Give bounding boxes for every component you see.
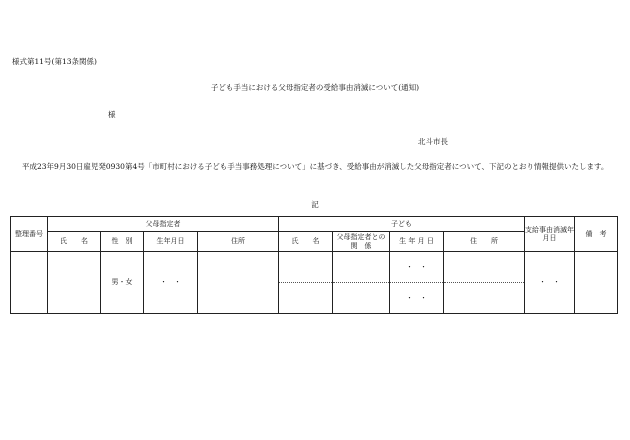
cell-child-name-1 — [279, 252, 333, 283]
cell-parent-name — [48, 252, 101, 314]
cell-child-address-1 — [444, 252, 525, 283]
cell-management-number — [11, 252, 48, 314]
header-child-name: 氏 名 — [279, 232, 333, 252]
cell-child-address-2 — [444, 283, 525, 314]
cell-cessation-date: ・ ・ — [525, 252, 575, 314]
header-parent-designee: 父母指定者 — [48, 217, 279, 232]
information-table — [10, 216, 618, 314]
header-child-relation: 父母指定者との 関 係 — [333, 232, 390, 252]
header-cessation-date: 支給事由消滅年月日 — [525, 217, 575, 252]
cell-child-relation-1 — [333, 252, 390, 283]
addressee-suffix: 様 — [108, 110, 116, 119]
cell-child-birth-1: ・ ・ — [390, 252, 444, 283]
header-child-address: 住 所 — [444, 232, 525, 252]
cell-remarks — [575, 252, 618, 314]
cell-child-name-2 — [279, 283, 333, 314]
header-child-birth: 生 年 月 日 — [390, 232, 444, 252]
cell-parent-address — [198, 252, 279, 314]
header-parent-sex: 性 別 — [101, 232, 144, 252]
header-parent-address: 住所 — [198, 232, 279, 252]
form-number: 様式第11号(第13条関係) — [12, 57, 97, 66]
cell-parent-birth: ・ ・ — [144, 252, 198, 314]
body-paragraph: 平成23年9月30日雇児発0930第4号「市町村における子ども手当事務処理について」に基づき、受給事由が消滅した父母指定者について、下記のとおり情報提供いたします。 — [22, 162, 609, 171]
header-management-number: 整理番号 — [11, 217, 48, 252]
issuer-name: 北斗市長 — [418, 137, 448, 146]
cell-parent-sex: 男・女 — [101, 252, 144, 314]
cell-child-relation-2 — [333, 283, 390, 314]
ki-heading: 記 — [311, 200, 319, 209]
header-parent-birth: 生年月日 — [144, 232, 198, 252]
header-child: 子ども — [279, 217, 525, 232]
header-parent-name: 氏 名 — [48, 232, 101, 252]
cell-child-birth-2: ・ ・ — [390, 283, 444, 314]
header-remarks: 備 考 — [575, 217, 618, 252]
document-title: 子ども手当における父母指定者の受給事由消滅について(通知) — [210, 83, 420, 92]
